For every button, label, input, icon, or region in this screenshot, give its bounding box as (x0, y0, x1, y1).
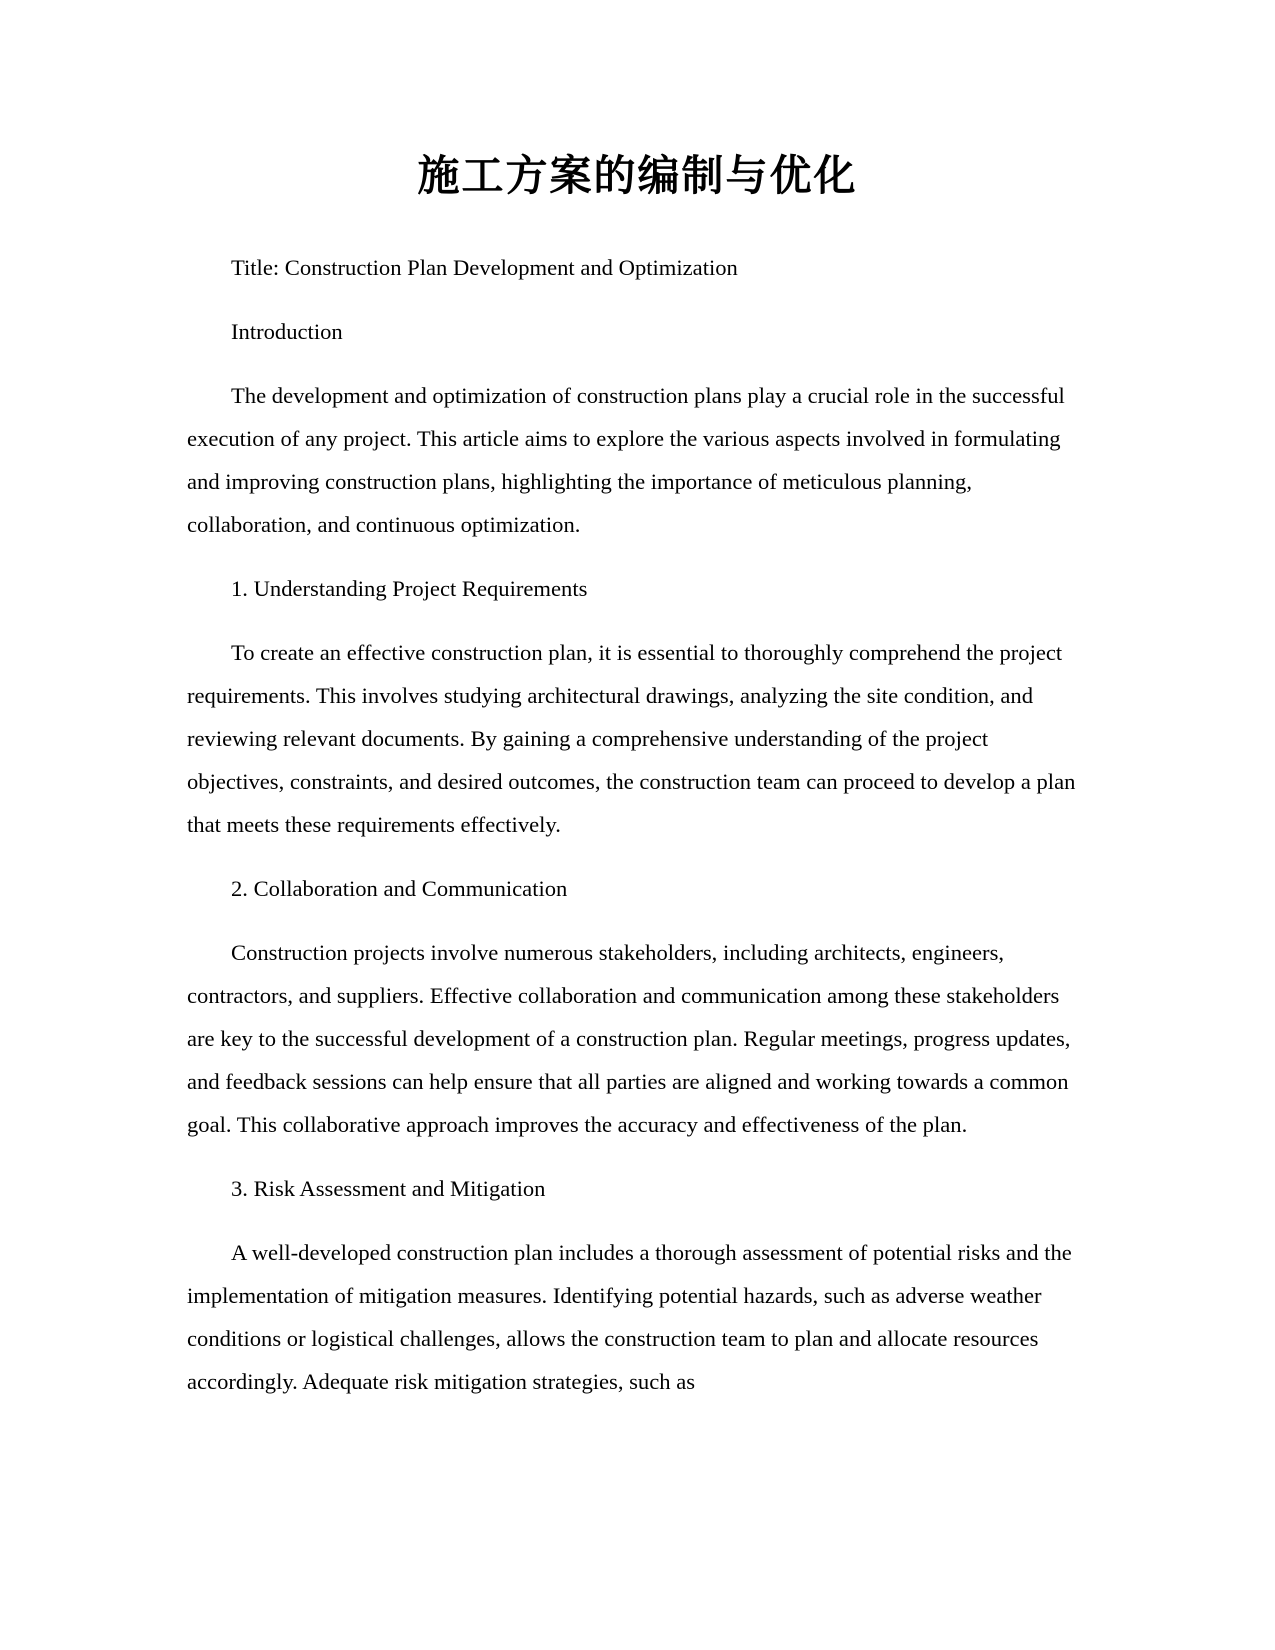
section-heading-introduction: Introduction (231, 319, 343, 344)
subtitle-line: Title: Construction Plan Development and Optimization (231, 255, 738, 280)
section-heading-2: 2. Collaboration and Communication (231, 876, 568, 901)
section-heading-3: 3. Risk Assessment and Mitigation (231, 1176, 546, 1201)
section-heading-1: 1. Understanding Project Requirements (231, 576, 588, 601)
page-title: 施工方案的编制与优化 (417, 151, 858, 200)
body-paragraph: The development and optimization of construction plans play a crucial role in the successful execution of any project. This article aims to explore the various aspects involved in formulating and improving construction plans, highlighting the importance of meticulous planning, collaboration, and continuous optimization. (187, 383, 1065, 537)
body-paragraph: Construction projects involve numerous stakeholders, including architects, engineers, contractors, and suppliers. Effective collaboration and communication among these stakeholders are key to the successful development of a construction plan. Regular meetings, progress updates, and feedback sessions can help ensure that all parties are aligned and working towards a common goal. This collaborative approach improves the accuracy and effectiveness of the plan. (187, 940, 1071, 1137)
body-paragraph: A well-developed construction plan includes a thorough assessment of potential risks and the implementation of mitigation measures. Identifying potential hazards, such as adverse weather conditions or logistical challenges, allows the construction team to plan and allocate resources accordingly. Adequate risk mitigation strategies, such as (187, 1240, 1072, 1394)
document-body (187, 246, 1087, 1424)
body-paragraph: To create an effective construction plan, it is essential to thoroughly comprehend the project requirements. This involves studying architectural drawings, analyzing the site condition, and reviewing relevant documents. By gaining a comprehensive understanding of the project objectives, constraints, and desired outcomes, the construction team can proceed to develop a plan that meets these requirements effectively. (187, 640, 1076, 837)
